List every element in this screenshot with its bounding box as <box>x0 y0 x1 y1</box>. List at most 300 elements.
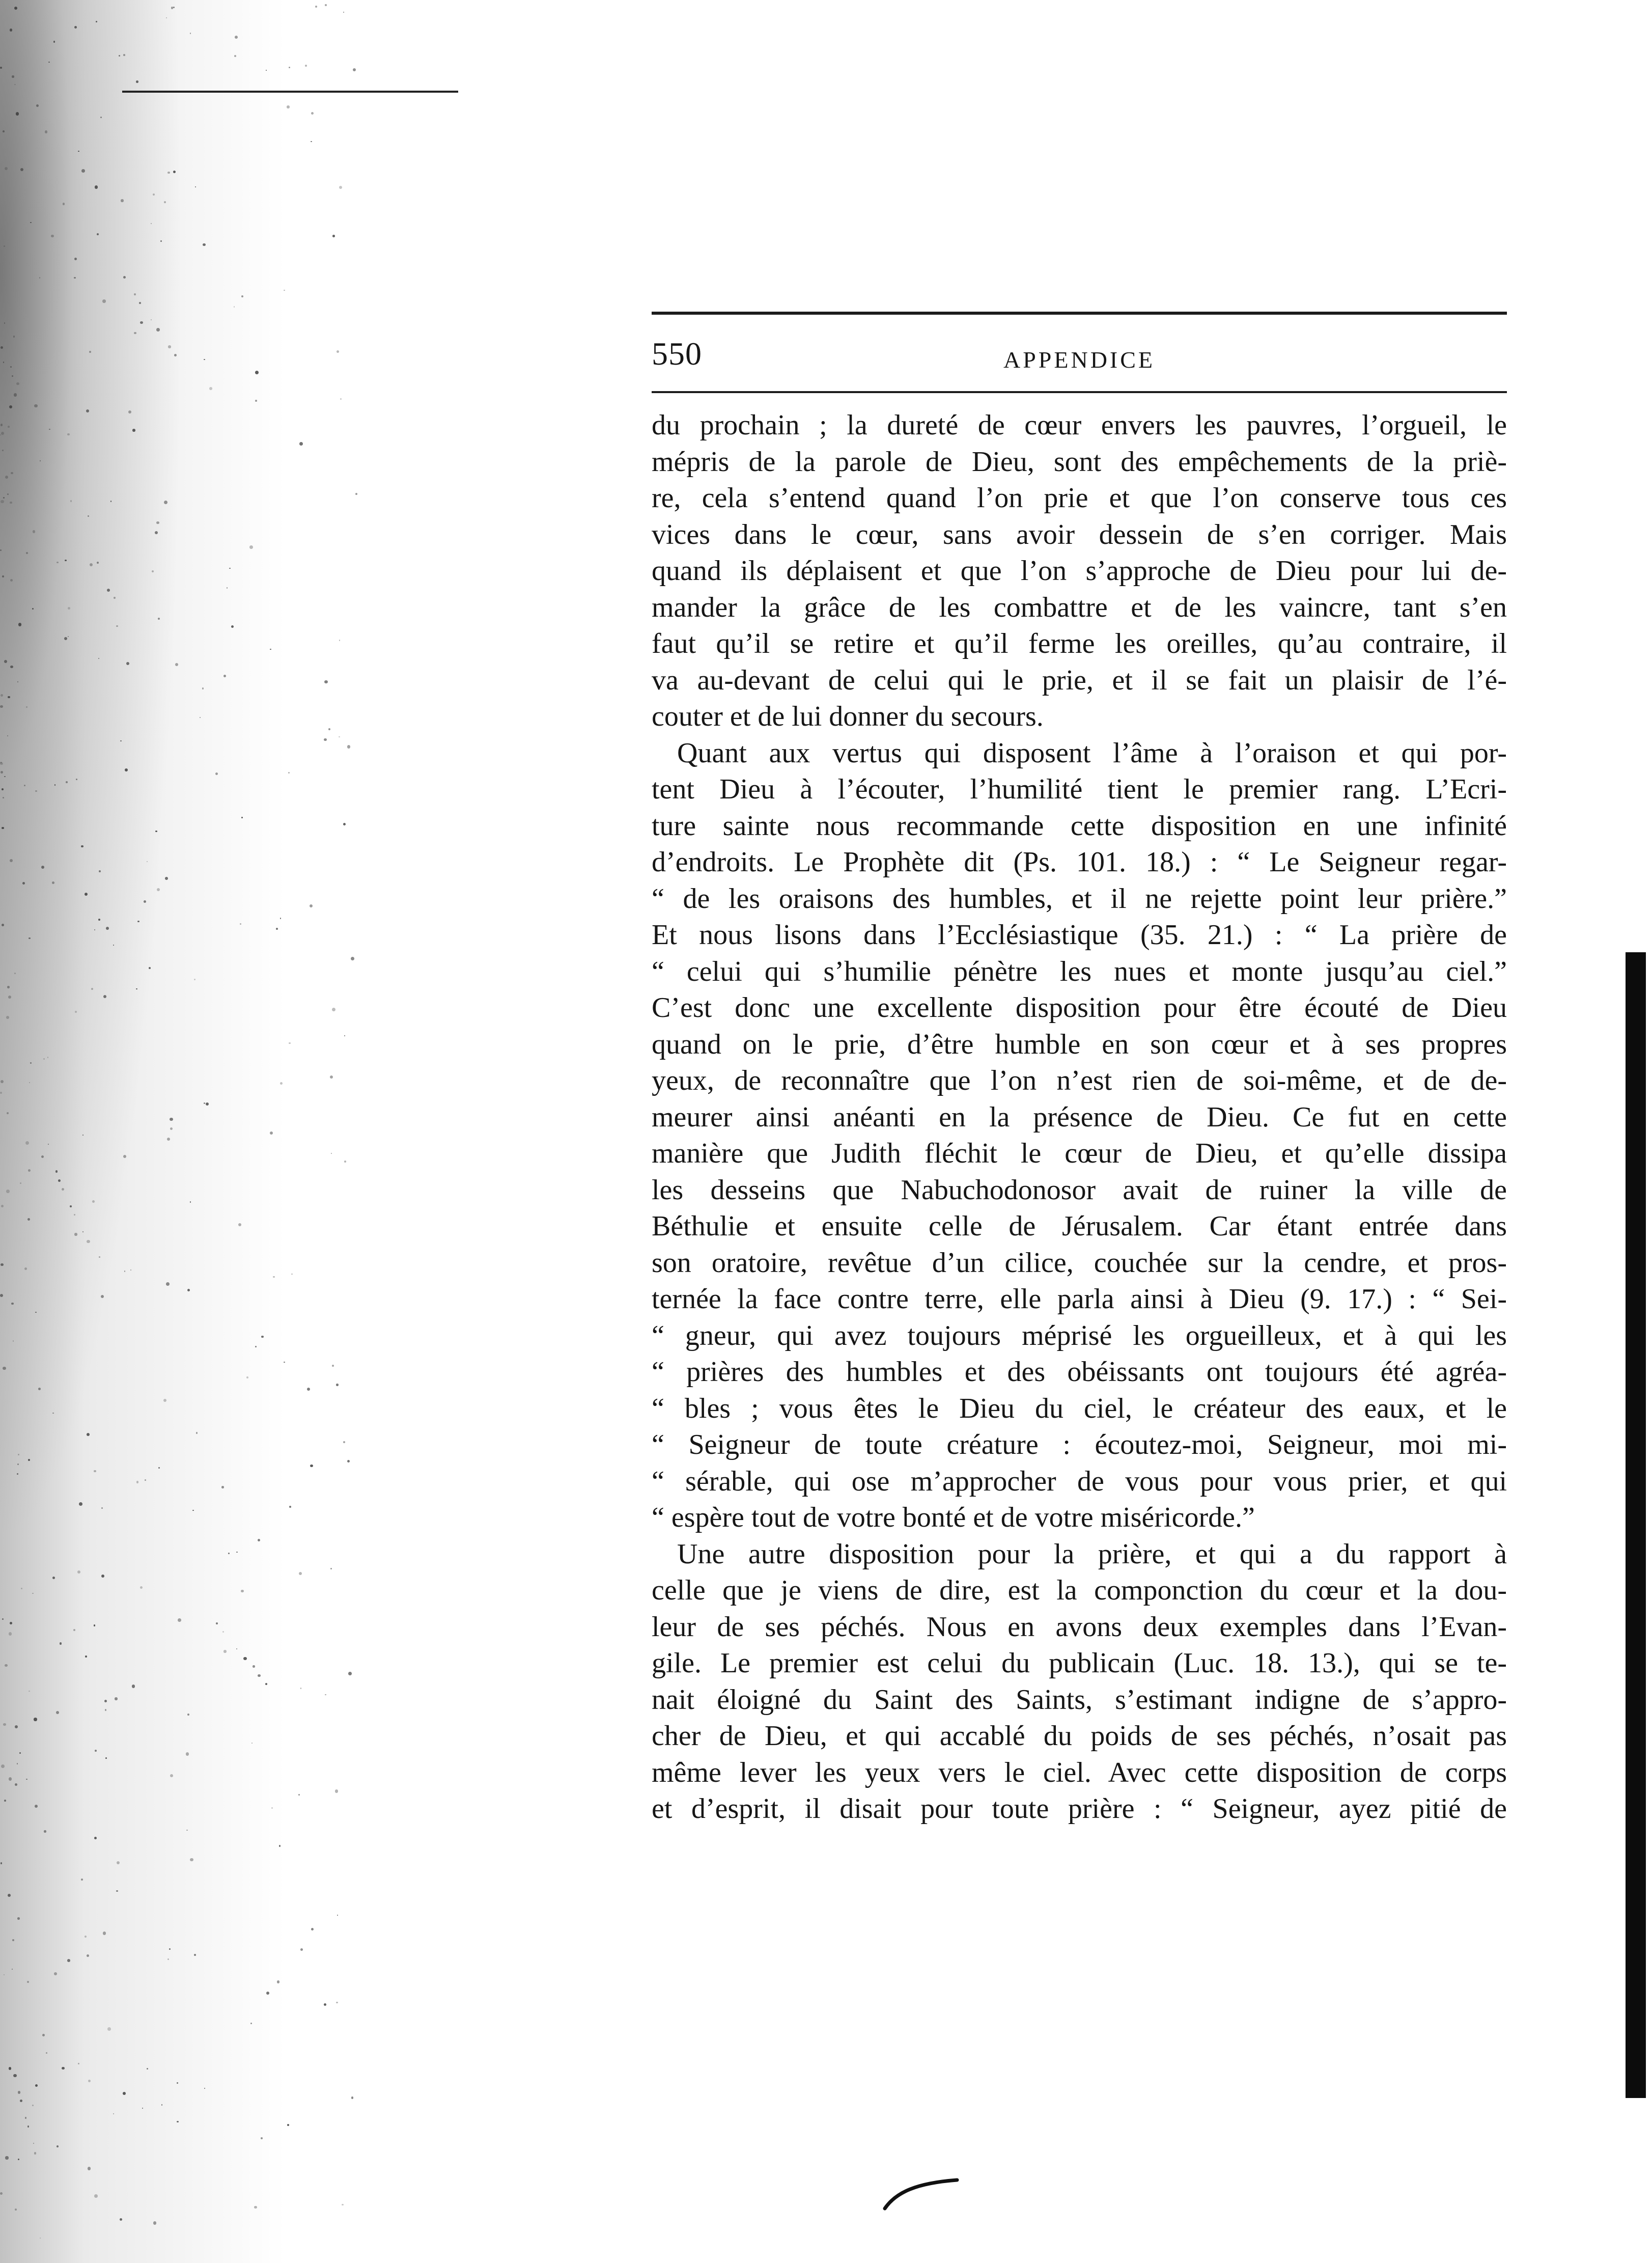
text-line: “ gneur, qui avez toujours méprisé les orgueilleux, et à qui les <box>652 1319 1507 1351</box>
scan-speck <box>1 762 2 763</box>
scan-speck <box>120 2218 122 2221</box>
scan-speck <box>7 1112 9 1114</box>
scan-speck <box>45 130 47 133</box>
scan-speck <box>10 859 13 862</box>
scan-speck <box>3 130 5 132</box>
scan-speck <box>140 321 143 324</box>
text-line: manière que Judith fléchit le cœur de Dieu, et qu’elle dissipa <box>652 1138 1507 1169</box>
scan-speck <box>74 26 77 29</box>
scan-speck <box>337 1915 338 1916</box>
scan-speck <box>339 640 341 641</box>
text-line: “ de les oraisons des humbles, et il ne rejette point leur prière.” <box>652 882 1507 915</box>
scan-speck <box>340 398 342 400</box>
scan-speck <box>74 1233 77 1235</box>
scan-speck <box>64 637 67 640</box>
scan-speck <box>348 1672 352 1675</box>
scan-speck <box>305 65 307 67</box>
scan-speck <box>75 1011 77 1013</box>
scan-speck <box>132 1685 135 1688</box>
text-line: leur de ses péchés. Nous en avons deux exemples dans l’Evan- <box>652 1611 1507 1643</box>
scan-speck <box>18 623 22 626</box>
scan-artifact-line <box>122 91 458 93</box>
text-line: gile. Le premier est celui du publicain (Luc. 18. 13.), qui se te- <box>652 1647 1507 1679</box>
scan-speck <box>1 424 3 426</box>
scan-speck <box>44 1830 46 1832</box>
scan-speck <box>204 2088 205 2089</box>
scan-speck <box>40 460 41 461</box>
scan-speck <box>1 1764 5 1768</box>
text-line: Et nous lisons dans l’Ecclésiastique (35. 21.) : “ La prière de <box>652 919 1507 951</box>
scan-speck <box>187 1289 190 1291</box>
text-line: “ Seigneur de toute créature : écoutez-moi, Seigneur, moi mi- <box>652 1429 1507 1460</box>
scan-speck <box>81 169 85 173</box>
scan-speck <box>13 1340 14 1342</box>
scan-speck <box>74 258 77 260</box>
scan-speck <box>324 738 327 741</box>
scan-speck <box>332 1008 335 1011</box>
body-text <box>652 407 1507 1828</box>
scan-speck <box>332 235 334 237</box>
scan-speck <box>1 694 3 697</box>
scan-speck <box>2 450 4 451</box>
scan-speck <box>351 2096 354 2099</box>
scan-speck <box>328 728 330 730</box>
scan-speck <box>54 1972 57 1975</box>
scan-gutter-shadow <box>0 0 285 2263</box>
scan-speck <box>298 1794 299 1795</box>
scan-speck <box>231 625 234 628</box>
scan-speck <box>35 1805 38 1808</box>
header-rule-bottom <box>652 391 1507 393</box>
scan-speck <box>42 2034 45 2036</box>
scan-speck <box>29 937 30 939</box>
scan-speck <box>343 12 344 13</box>
scan-speck <box>57 562 58 563</box>
scan-speck <box>123 2092 126 2095</box>
scan-speck <box>339 736 340 737</box>
scan-speck <box>14 393 17 396</box>
scan-speck <box>280 918 282 919</box>
scan-speck <box>196 1432 198 1433</box>
scan-speck <box>351 957 354 960</box>
text-line: tent Dieu à l’écouter, l’humilité tient le premier rang. L’Ecri- <box>652 774 1507 805</box>
scan-speck <box>253 1665 255 1668</box>
book-page <box>652 312 1507 1828</box>
scan-speck <box>21 1588 22 1589</box>
scan-speck <box>10 666 13 668</box>
scan-speck <box>344 1035 345 1036</box>
scan-speck <box>311 141 312 142</box>
scan-speck <box>216 1622 218 1624</box>
scan-speck <box>4 1800 6 1802</box>
scan-speck <box>299 1572 302 1575</box>
text-line: “ prières des humbles et des obéissants ont toujours été agréa- <box>652 1356 1507 1388</box>
scan-speck <box>28 1169 31 1172</box>
scan-speck <box>170 1118 173 1121</box>
scan-speck <box>343 823 346 826</box>
scan-speck <box>271 1807 272 1808</box>
scan-speck <box>12 75 14 77</box>
scan-speck <box>299 442 303 446</box>
scan-speck <box>288 772 290 774</box>
scan-speck <box>161 2104 162 2105</box>
text-line: “ celui qui s’humilie pénètre les nues et monte jusqu’au ciel.” <box>652 955 1507 987</box>
scan-speck <box>343 1441 345 1443</box>
scan-speck <box>258 1539 260 1541</box>
scan-speck <box>344 1161 346 1163</box>
scan-speck <box>335 1789 339 1793</box>
scan-speck <box>17 1917 20 1920</box>
scan-speck <box>94 2194 98 2198</box>
scan-speck <box>87 1240 90 1244</box>
scan-speck <box>330 1568 332 1569</box>
text-line: et d’esprit, il disait pour toute prière : “ Seigneur, ayez pitié de <box>652 1793 1507 1825</box>
scan-speck <box>136 1481 138 1483</box>
scan-speck <box>223 1650 226 1652</box>
text-line: re, cela s’entend quand l’on prie et que l’on conserve tous ces <box>652 482 1507 514</box>
scan-speck <box>6 1016 9 1019</box>
scan-speck <box>229 568 231 569</box>
text-line: meurer ainsi anéanti en la présence de Dieu. Ce fut en cette <box>652 1101 1507 1133</box>
scan-speck <box>8 1894 11 1897</box>
text-line: mander la grâce de les combattre et de les vaincre, tant s’en <box>652 591 1507 623</box>
scan-speck <box>57 2145 59 2147</box>
scan-speck <box>10 1622 12 1624</box>
scan-speck <box>54 784 55 785</box>
scan-speck <box>9 1632 12 1635</box>
scan-speck <box>49 429 50 430</box>
scan-speck <box>324 680 327 683</box>
scan-speck <box>173 7 175 8</box>
scan-speck <box>307 1388 310 1391</box>
scan-speck <box>258 1674 260 1677</box>
scan-speck <box>15 1783 17 1786</box>
scan-speck <box>241 817 243 818</box>
scan-speck <box>336 2002 338 2003</box>
scan-speck <box>153 194 155 196</box>
scan-speck <box>95 185 98 189</box>
scan-speck <box>103 1931 106 1935</box>
text-line: même lever les yeux vers le ciel. Avec cette disposition de corps <box>652 1756 1507 1788</box>
scan-speck <box>203 243 206 246</box>
scan-speck <box>136 80 138 83</box>
scan-speck <box>190 1201 191 1202</box>
scan-speck <box>325 4 327 6</box>
scan-speck <box>261 1336 263 1338</box>
text-line: mépris de la parole de Dieu, sont des empêchements de la priè- <box>652 446 1507 478</box>
scan-speck <box>11 1303 14 1305</box>
scan-speck <box>97 562 99 564</box>
text-line: nait éloigné du Saint des Saints, s’estimant indigne de s’appro- <box>652 1684 1507 1716</box>
scan-speck <box>105 1709 106 1710</box>
scan-speck <box>255 400 257 402</box>
scan-speck <box>300 1948 303 1951</box>
scan-speck <box>65 560 67 562</box>
scan-speck <box>153 2221 156 2224</box>
scan-speck <box>3 497 5 499</box>
scan-speck <box>255 1346 256 1347</box>
scan-speck <box>221 1486 223 1488</box>
scan-speck <box>332 1365 334 1367</box>
scan-speck <box>175 663 178 666</box>
scan-speck <box>8 696 10 698</box>
scan-bleed-bar <box>1626 952 1646 2098</box>
text-line: quand ils déplaisent et que l’on s’approche de Dieu pour lui de- <box>652 555 1507 587</box>
scan-speck <box>155 831 157 832</box>
scan-speck <box>139 302 141 303</box>
text-line: Quant aux vertus qui disposent l’âme à l’oraison et qui por- <box>677 737 1507 769</box>
scan-speck <box>8 426 10 428</box>
scan-speck <box>9 2067 12 2070</box>
pen-stroke-mark <box>881 2172 962 2213</box>
scan-speck <box>325 1694 326 1695</box>
text-line: celle que je viens de dire, est la componction du cœur et la dou- <box>652 1575 1507 1606</box>
scan-speck <box>128 410 131 413</box>
text-line: “ sérable, qui ose m’approcher de vous pour vous prier, et qui <box>652 1465 1507 1497</box>
scan-speck <box>5 2156 8 2159</box>
scan-speck <box>342 2204 343 2205</box>
text-line: d’endroits. Le Prophète dit (Ps. 101. 18.) : “ Le Seigneur regar- <box>652 846 1507 878</box>
scan-speck <box>353 68 356 71</box>
scan-speck <box>76 779 77 780</box>
scan-speck <box>241 295 243 297</box>
scan-speck <box>79 1502 82 1506</box>
scan-speck <box>4 245 5 247</box>
scan-speck <box>250 2023 252 2024</box>
scan-speck <box>2 1618 4 1620</box>
scan-speck <box>35 790 37 792</box>
scan-speck <box>311 1928 314 1931</box>
scan-speck <box>24 785 25 786</box>
scan-speck <box>339 186 342 189</box>
scan-speck <box>125 768 128 771</box>
text-line: Béthulie et ensuite celle de Jérusalem. Car étant entrée dans <box>652 1210 1507 1242</box>
scan-speck <box>90 563 93 566</box>
scan-speck <box>17 681 18 682</box>
scan-speck <box>94 1624 95 1626</box>
scan-speck <box>18 2091 21 2094</box>
scan-speck <box>1 1263 4 1266</box>
scan-speck <box>32 2105 34 2106</box>
page-header <box>652 315 1507 391</box>
scan-speck <box>168 345 171 348</box>
scan-speck <box>106 927 109 930</box>
text-line: Une autre disposition pour la prière, et qui a du rapport à <box>677 1538 1507 1570</box>
scan-speck <box>67 1959 70 1962</box>
scan-speck <box>324 2003 326 2006</box>
scan-speck <box>85 1655 87 1658</box>
scan-speck <box>284 290 285 291</box>
scan-speck <box>156 328 160 332</box>
scan-speck <box>28 1459 30 1461</box>
scan-speck <box>99 1256 100 1258</box>
scan-speck <box>155 531 158 534</box>
scan-speck <box>107 2027 111 2031</box>
scan-speck <box>1 1080 4 1083</box>
text-line: C’est donc une excellente disposition pour être écouté de Dieu <box>652 992 1507 1024</box>
scan-speck <box>241 1590 243 1592</box>
scan-speck <box>255 371 259 374</box>
text-line: “ bles ; vous êtes le Dieu du ciel, le créateur des eaux, et le <box>652 1392 1507 1424</box>
scan-speck <box>14 973 16 974</box>
scan-speck <box>337 350 339 353</box>
text-line: faut qu’il se retire et qu’il ferme les oreilles, qu’au contraire, il <box>652 628 1507 659</box>
scan-speck <box>103 995 106 998</box>
text-line: ture sainte nous recommande cette disposition en une infinité <box>652 810 1507 842</box>
scan-speck <box>355 493 357 495</box>
scan-speck <box>102 299 105 302</box>
scan-speck <box>178 1618 181 1622</box>
scan-speck <box>13 2074 17 2078</box>
scan-speck <box>39 277 41 279</box>
scan-speck <box>20 168 23 171</box>
scan-speck <box>70 1205 72 1207</box>
scan-speck <box>2 788 4 790</box>
scan-speck <box>92 1200 95 1203</box>
scan-speck <box>123 54 125 56</box>
text-line: ternée la face contre terre, elle parla ainsi à Dieu (9. 17.) : “ Sei- <box>652 1283 1507 1315</box>
scan-speck <box>56 1711 59 1714</box>
scan-speck <box>287 2124 289 2126</box>
scan-speck <box>26 706 27 708</box>
scan-speck <box>202 687 204 689</box>
scan-speck <box>0 549 2 551</box>
scan-speck <box>99 870 101 872</box>
scan-speck <box>104 1700 107 1702</box>
scan-speck <box>63 203 65 205</box>
text-line: yeux, de reconnaître que l’on n’est rien de soi-même, et de de- <box>652 1065 1507 1096</box>
scan-speck <box>66 781 68 783</box>
scan-speck <box>10 502 12 504</box>
scan-speck <box>15 2209 17 2211</box>
scan-speck <box>132 429 135 432</box>
scan-speck <box>289 1042 291 1044</box>
scan-speck <box>46 2052 47 2054</box>
scan-speck <box>310 1465 313 1468</box>
page-number: 550 <box>652 336 702 372</box>
scan-speck <box>67 433 69 435</box>
scan-speck <box>330 1075 333 1079</box>
scan-speck <box>10 579 13 582</box>
scan-speck <box>123 1155 126 1158</box>
scan-speck <box>32 608 34 610</box>
scan-speck <box>167 172 170 174</box>
scan-speck <box>289 67 290 68</box>
scan-speck <box>34 2152 36 2154</box>
scan-speck <box>34 1718 37 1721</box>
scan-speck <box>331 1153 332 1154</box>
scan-speck <box>60 1642 62 1644</box>
scan-speck <box>347 745 351 749</box>
scan-speck <box>240 923 241 924</box>
scan-speck <box>1 1205 4 1207</box>
scan-speck <box>166 1282 170 1286</box>
scan-speck <box>2 827 4 829</box>
scan-speck <box>1 771 3 774</box>
scan-speck <box>243 1657 247 1661</box>
scan-speck <box>121 199 123 202</box>
scan-speck <box>34 404 37 407</box>
scan-speck <box>9 1777 12 1780</box>
scan-speck <box>227 587 228 588</box>
scan-speck <box>177 2082 178 2084</box>
scan-speck <box>280 1082 283 1085</box>
scan-speck <box>145 1479 146 1481</box>
text-line: cher de Dieu, et qui accablé du poids de ses péchés, n’osait pas <box>652 1720 1507 1752</box>
text-line: les desseins que Nabuchodonosor avait de ruiner la ville de <box>652 1174 1507 1206</box>
scan-speck <box>223 675 226 677</box>
scan-speck <box>53 41 55 42</box>
text-line: du prochain ; la dureté de cœur envers les pauvres, l’orgueil, le <box>652 409 1507 441</box>
scan-speck <box>119 55 120 57</box>
scan-speck <box>235 36 238 39</box>
scan-speck <box>15 1725 18 1728</box>
scan-speck <box>10 366 12 368</box>
scan-speck <box>287 105 289 108</box>
scan-speck <box>115 1697 117 1700</box>
scan-speck <box>194 979 195 980</box>
scan-speck <box>43 1058 45 1060</box>
scan-speck <box>40 2238 41 2239</box>
scan-speck <box>315 6 317 8</box>
running-head: APPENDICE <box>1003 347 1156 373</box>
text-line: quand on le prie, d’être humble en son cœur et à ses propres <box>652 1028 1507 1060</box>
scan-speck <box>194 1954 196 1956</box>
text-line: va au-devant de celui qui le prie, et il se fait un plaisir de l’é- <box>652 664 1507 696</box>
scan-speck <box>134 293 136 295</box>
scan-speck <box>300 1688 302 1689</box>
scan-speck <box>13 336 15 338</box>
scan-speck <box>291 1274 292 1275</box>
scan-speck <box>6 1190 10 1193</box>
scan-speck <box>347 1460 350 1462</box>
scan-speck <box>137 921 139 922</box>
scan-speck <box>88 2167 91 2170</box>
scan-speck <box>261 2137 263 2139</box>
scan-speck <box>77 1570 80 1574</box>
scan-speck <box>3 1367 6 1370</box>
scan-speck <box>156 521 159 525</box>
scan-speck <box>209 387 212 390</box>
scan-speck <box>68 636 69 637</box>
scan-speck <box>105 1757 107 1759</box>
scan-speck <box>273 1276 274 1278</box>
scan-speck <box>27 2126 29 2127</box>
scan-speck <box>7 986 10 988</box>
scan-speck <box>82 1231 83 1232</box>
scan-speck <box>78 2063 79 2064</box>
scan-speck <box>78 151 79 152</box>
scan-speck <box>126 662 129 665</box>
text-line: son oratoire, revêtue d’un cilice, couchée sur la cendre, et pros- <box>652 1247 1507 1279</box>
scan-speck <box>32 1593 33 1594</box>
text-line: vices dans le cœur, sans avoir dessein de s’en corriger. Mais <box>652 518 1507 550</box>
scan-speck <box>160 240 162 242</box>
scan-speck <box>12 375 13 377</box>
scan-speck <box>174 354 177 356</box>
text-line: couter et de lui donner du secours. <box>652 701 1044 732</box>
scan-speck <box>167 1958 169 1960</box>
scan-speck <box>270 1132 273 1135</box>
scan-speck <box>249 545 253 549</box>
scan-speck <box>14 84 15 85</box>
scan-speck <box>30 1062 31 1063</box>
scan-speck <box>336 1384 338 1386</box>
scan-speck <box>186 1752 189 1755</box>
scan-speck <box>7 493 9 495</box>
scan-speck <box>91 988 93 990</box>
scan-speck <box>289 1506 291 1508</box>
